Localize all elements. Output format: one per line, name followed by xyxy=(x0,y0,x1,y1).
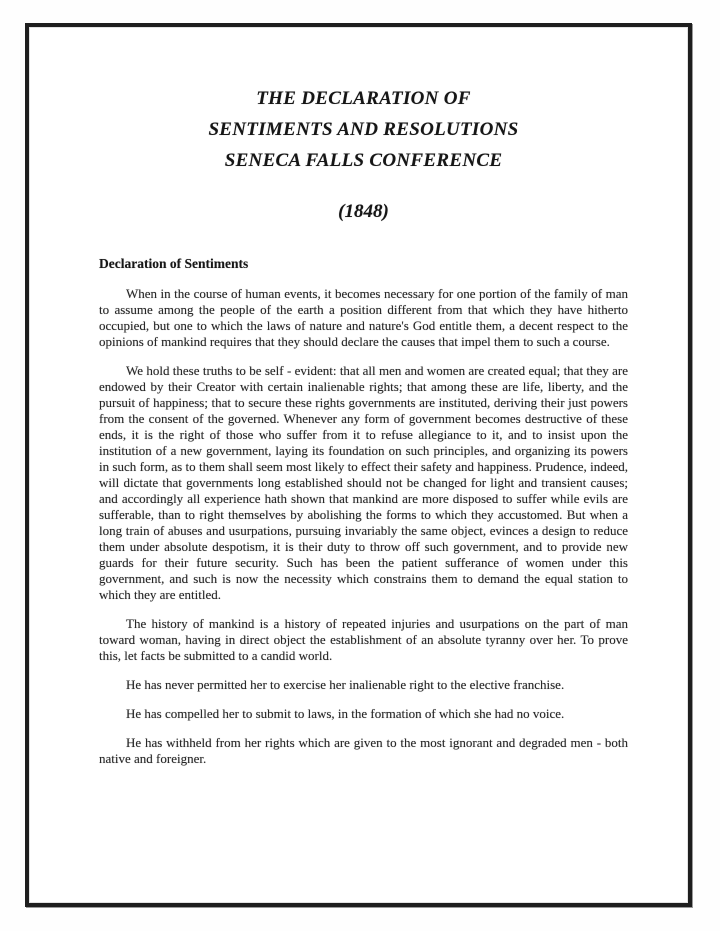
section-heading: Declaration of Sentiments xyxy=(99,256,249,271)
document-title xyxy=(99,83,628,176)
paragraph-history: The history of mankind is a history of repeated injuries and usurpations on the part of man toward woman, having in direct object the establishment of an absolute tyranny over her. To prove this, let facts be submitted to a candid world. xyxy=(99,616,628,663)
paragraph-grievance-laws: He has compelled her to submit to laws, in the formation of which she had no voice. xyxy=(126,706,565,721)
title-line-1: THE DECLARATION OF xyxy=(256,88,471,109)
document-year: (1848) xyxy=(338,201,389,222)
paragraph-preamble: When in the course of human events, it becomes necessary for one portion of the family of man to assume among the people of the earth a position different from that which they have hitherto occupied, but one to which the laws of nature and nature's God entitle them, a decent respect to the opinions of mankind requires that they should declare the causes that impel them to such a course. xyxy=(99,286,628,349)
title-line-2: SENTIMENTS AND RESOLUTIONS xyxy=(208,119,519,140)
document-body xyxy=(99,286,628,767)
paragraph-truths: We hold these truths to be self - evident: that all men and women are created equal; that they are endowed by their Creator with certain inalienable rights; that among these are life, liberty, and the pursuit of happiness; that to secure these rights governments are instituted, deriving their just powers from the consent of the governed. Whenever any form of government becomes destructive of these ends, it is the right of those who suffer from it to refuse allegiance to it, and to insist upon the institution of a new government, laying its foundation on such principles, and organizing its powers in such form, as to them shall seem most likely to effect their safety and happiness. Prudence, indeed, will dictate that governments long established should not be changed for light and transient causes; and accordingly all experience hath shown that mankind are more disposed to suffer while evils are sufferable, than to right themselves by abolishing the forms to which they accustomed. But when a long train of abuses and usurpations, pursuing invariably the same object, evinces a design to reduce them under absolute despotism, it is their duty to throw off such government, and to provide new guards for their future security. Such has been the patient sufferance of women under this government, and such is now the necessity which constrains them to demand the equal station to which they are entitled. xyxy=(99,363,628,602)
title-line-3: SENECA FALLS CONFERENCE xyxy=(224,150,503,171)
paragraph-grievance-rights: He has withheld from her rights which are given to the most ignorant and degraded men - both native and foreigner. xyxy=(99,735,628,766)
paragraph-grievance-franchise: He has never permitted her to exercise her inalienable right to the elective franchise. xyxy=(126,677,565,692)
scanned-page xyxy=(25,23,692,907)
